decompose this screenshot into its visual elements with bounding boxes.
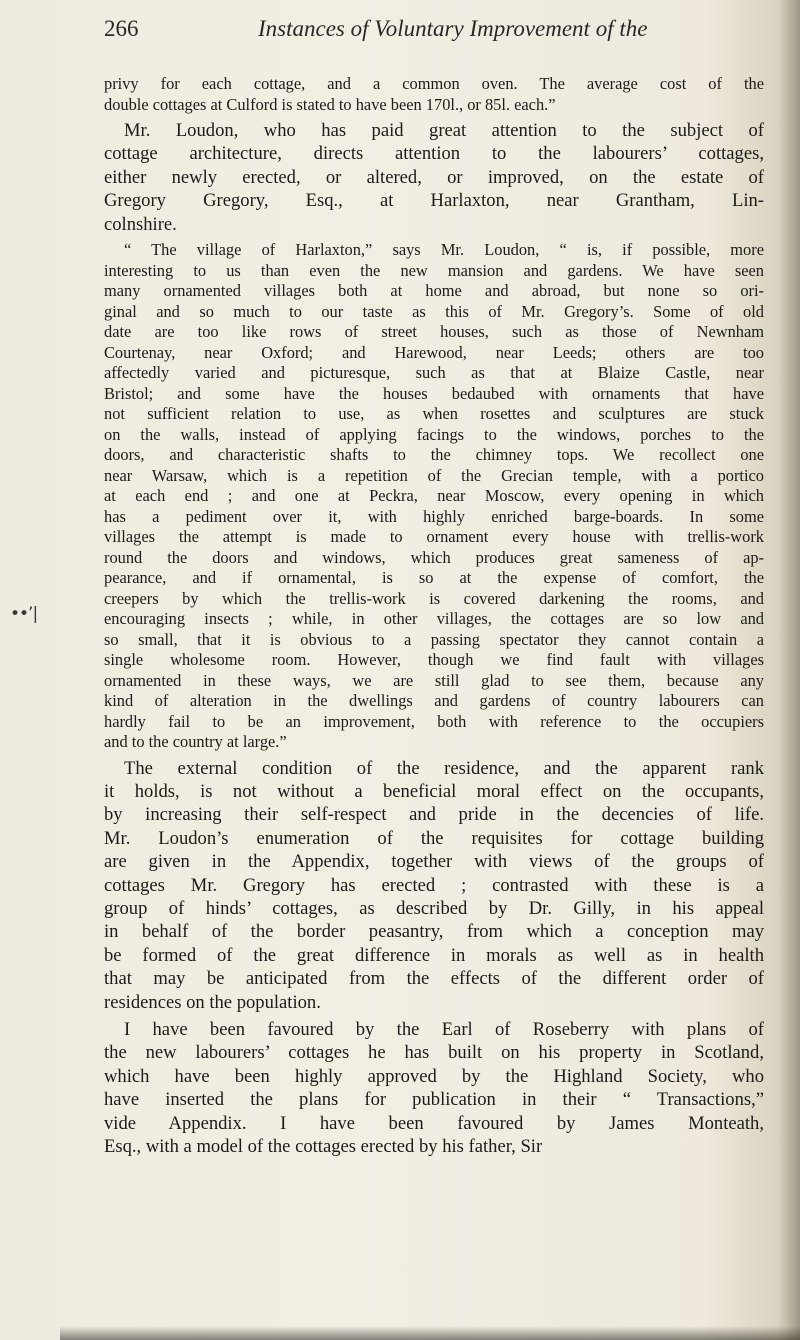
- paragraph: [104, 119, 764, 236]
- text-line: interesting to us than even the new mansion and gardens. We have seen: [104, 260, 764, 280]
- paragraph: [104, 1018, 764, 1158]
- text-line: group of hinds’ cottages, as described by Dr. Gilly, in his appeal: [104, 897, 764, 919]
- text-line: the new labourers’ cottages he has built on his property in Scotland,: [104, 1042, 764, 1064]
- text-line: not sufficient relation to use, as when rosettes and sculptures are stuck: [104, 404, 764, 424]
- text-line: encouraging insects ; while, in other villages, the cottages are so low and: [104, 609, 764, 629]
- page-bottom-edge-shadow: [60, 1326, 800, 1340]
- text-line: colnshire.: [104, 213, 177, 235]
- text-line: has a pediment over it, with highly enriched barge-boards. In some: [104, 506, 764, 526]
- text-line: which have been highly approved by the Highland Society, who: [104, 1065, 764, 1087]
- text-line: creepers by which the trellis-work is covered darkening the rooms, and: [104, 588, 764, 608]
- text-line: many ornamented villages both at home and abroad, but none so ori-: [104, 281, 764, 301]
- text-line: Courtenay, near Oxford; and Harewood, near Leeds; others are too: [104, 342, 764, 362]
- text-line: round the doors and windows, which produces great sameness of ap-: [104, 547, 764, 567]
- text-line: by increasing their self-respect and pride in the decencies of life.: [104, 804, 764, 826]
- text-line: and to the country at large.”: [104, 732, 287, 752]
- body-text: [104, 74, 764, 1158]
- text-line: villages the attempt is made to ornament every house with trellis-work: [104, 527, 764, 547]
- text-line: doors, and characteristic shafts to the chimney tops. We recollect one: [104, 445, 764, 465]
- text-line: Bristol; and some have the houses bedaubed with ornaments that have: [104, 383, 764, 403]
- text-line: are given in the Appendix, together with views of the groups of: [104, 851, 764, 873]
- text-line: The external condition of the residence, and the apparent rank: [124, 757, 764, 779]
- text-line: double cottages at Culford is stated to have been 170l., or 85l. each.”: [104, 94, 556, 114]
- text-line: Gregory Gregory, Esq., at Harlaxton, near Grantham, Lin-: [104, 190, 764, 212]
- text-line: “ The village of Harlaxton,” says Mr. Loudon, “ is, if possible, more: [124, 240, 764, 260]
- text-line: kind of alteration in the dwellings and gardens of country labourers can: [104, 691, 764, 711]
- text-line: at each end ; and one at Peckra, near Moscow, every opening in which: [104, 486, 764, 506]
- text-line: vide Appendix. I have been favoured by James Monteath,: [104, 1112, 764, 1134]
- text-line: on the walls, instead of applying facings to the windows, porches to the: [104, 424, 764, 444]
- text-line: have inserted the plans for publication in their “ Transactions,”: [104, 1089, 764, 1111]
- text-line: ginal and so much to our taste as this of Mr. Gregory’s. Some of old: [104, 301, 764, 321]
- text-line: I have been favoured by the Earl of Roseberry with plans of: [124, 1019, 764, 1040]
- paragraph: [104, 757, 764, 1014]
- text-line: single wholesome room. However, though we find fault with villages: [104, 650, 764, 670]
- running-title: Instances of Voluntary Improvement of the: [258, 16, 648, 41]
- text-line: near Warsaw, which is a repetition of the Grecian temple, with a portico: [104, 465, 764, 485]
- text-line: be formed of the great difference in morals as well as in health: [104, 944, 764, 966]
- text-line: ornamented in these ways, we are still glad to see them, because any: [104, 670, 764, 690]
- text-line: date are too like rows of street houses, such as those of Newnham: [104, 322, 764, 342]
- page-right-edge-shadow: [778, 0, 800, 1340]
- paragraph: [104, 240, 764, 753]
- text-line: it holds, is not without a beneficial moral effect on the occupants,: [104, 780, 764, 802]
- page-number: 266: [104, 16, 139, 41]
- text-line: Mr. Loudon, who has paid great attention to the subject of: [124, 120, 764, 141]
- text-line: either newly erected, or altered, or improved, on the estate of: [104, 166, 764, 188]
- paragraph: [104, 74, 764, 115]
- text-line: that may be anticipated from the effects of the different order of: [104, 968, 764, 990]
- text-line: so small, that it is obvious to a passing spectator they cannot contain a: [104, 629, 764, 649]
- text-line: privy for each cottage, and a common oven. The average cost of the: [104, 74, 764, 93]
- margin-mark: ••’|: [10, 604, 38, 624]
- page-header: [0, 16, 800, 48]
- text-line: in behalf of the border peasantry, from which a conception may: [104, 921, 764, 943]
- text-line: pearance, and if ornamental, is so at the expense of comfort, the: [104, 568, 764, 588]
- text-line: Esq., with a model of the cottages erected by his father, Sir: [104, 1136, 543, 1158]
- text-line: affectedly varied and picturesque, such as that at Blaize Castle, near: [104, 363, 764, 383]
- text-line: Mr. Loudon’s enumeration of the requisites for cottage building: [104, 827, 764, 849]
- text-line: cottage architecture, directs attention to the labourers’ cottages,: [104, 143, 764, 165]
- text-line: residences on the population.: [104, 991, 321, 1013]
- text-line: hardly fail to be an improvement, both with reference to the occupiers: [104, 711, 764, 731]
- text-line: cottages Mr. Gregory has erected ; contrasted with these is a: [104, 874, 764, 896]
